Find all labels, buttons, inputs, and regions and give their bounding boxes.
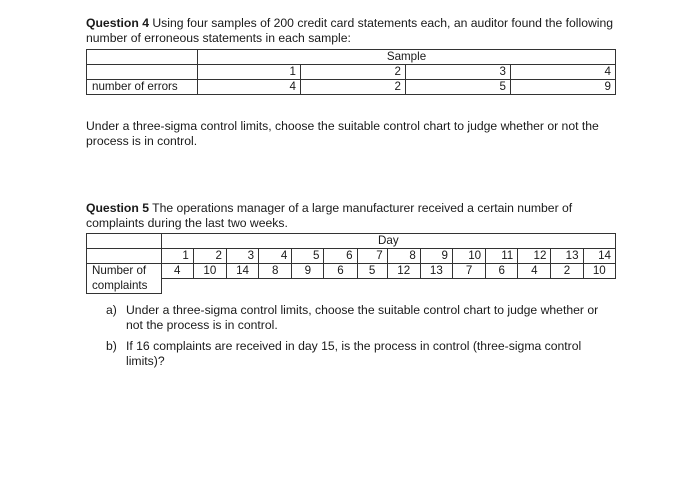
q5-table-corner xyxy=(87,234,162,249)
q5-day-number: 14 xyxy=(583,249,615,264)
q5-part-b-text: If 16 complaints are received in day 15, is the process in control (three-sigma control limits)? xyxy=(126,339,582,368)
q5-complaint-count: 13 xyxy=(420,264,452,279)
q5-complaint-count: 6 xyxy=(486,264,518,279)
q5-complaint-count: 9 xyxy=(292,264,324,279)
q5-text: The operations manager of a large manufacturer received a certain number of complaints during the last two weeks. xyxy=(86,201,573,230)
q4-sample-number: 1 xyxy=(198,65,301,80)
q5-complaint-count: 10 xyxy=(193,264,226,279)
q5-part-a xyxy=(106,303,616,333)
q5-part-a-marker: a) xyxy=(106,303,117,317)
q4-sample-number: 4 xyxy=(511,65,616,80)
q5-day-row xyxy=(87,249,616,264)
q4-table-group-header: Sample xyxy=(198,50,616,65)
q5-part-b-marker: b) xyxy=(106,339,117,353)
q4-error-count: 5 xyxy=(406,80,511,95)
q5-complaint-count: 10 xyxy=(583,264,615,279)
q5-parts-list xyxy=(106,303,616,369)
q5-table-filler xyxy=(161,279,615,294)
q5-complaint-count: 5 xyxy=(357,264,387,279)
q5-table-empty-cell xyxy=(87,249,162,264)
q5-day-number: 4 xyxy=(259,249,292,264)
q5-day-number: 9 xyxy=(420,249,452,264)
q5-complaint-count: 4 xyxy=(518,264,551,279)
q4-value-row xyxy=(87,80,616,95)
q4-sample-number: 2 xyxy=(301,65,406,80)
q5-part-b xyxy=(106,339,616,369)
q5-complaint-count: 8 xyxy=(259,264,292,279)
q5-complaint-count: 2 xyxy=(551,264,583,279)
q4-paragraph xyxy=(86,16,616,46)
q4-table xyxy=(86,49,616,95)
q5-day-number: 3 xyxy=(226,249,258,264)
q5-value-row xyxy=(87,264,616,279)
q4-sample-row xyxy=(87,65,616,80)
q5-complaint-count: 14 xyxy=(226,264,258,279)
q5-day-number: 13 xyxy=(551,249,583,264)
q4-text: Using four samples of 200 credit card statements each, an auditor found the following number of erroneous statements in each sample: xyxy=(86,16,614,45)
q5-day-number: 10 xyxy=(452,249,485,264)
q4-instruction: Under a three-sigma control limits, choose the suitable control chart to judge whether or not the process is in control. xyxy=(86,119,599,148)
q5-day-number: 2 xyxy=(193,249,226,264)
q5-paragraph xyxy=(86,201,616,231)
q5-day-number: 7 xyxy=(357,249,387,264)
q4-error-count: 9 xyxy=(511,80,616,95)
q5-day-number: 11 xyxy=(486,249,518,264)
q5-complaint-count: 7 xyxy=(452,264,485,279)
q4-sample-number: 3 xyxy=(406,65,511,80)
q5-complaint-count: 4 xyxy=(161,264,193,279)
q5-day-number: 5 xyxy=(292,249,324,264)
q5-row-label-2: complaints xyxy=(87,279,162,294)
q4-error-count: 4 xyxy=(198,80,301,95)
q5-part-a-text: Under a three-sigma control limits, choose the suitable control chart to judge whether or not the process is in control. xyxy=(126,303,599,332)
q4-table-empty-cell xyxy=(87,65,198,80)
q5-day-number: 8 xyxy=(387,249,420,264)
q5-row-label-1: Number of xyxy=(87,264,162,279)
q5-complaint-count: 12 xyxy=(387,264,420,279)
q5-complaint-count: 6 xyxy=(324,264,357,279)
q5-title: Question 5 xyxy=(86,201,149,215)
q4-error-count: 2 xyxy=(301,80,406,95)
q5-table xyxy=(86,233,616,294)
q4-title: Question 4 xyxy=(86,16,149,30)
q4-table-corner xyxy=(87,50,198,65)
q5-table-group-header: Day xyxy=(161,234,615,249)
q5-day-number: 6 xyxy=(324,249,357,264)
q5-day-number: 1 xyxy=(161,249,193,264)
q4-row-label: number of errors xyxy=(87,80,198,95)
q5-day-number: 12 xyxy=(518,249,551,264)
